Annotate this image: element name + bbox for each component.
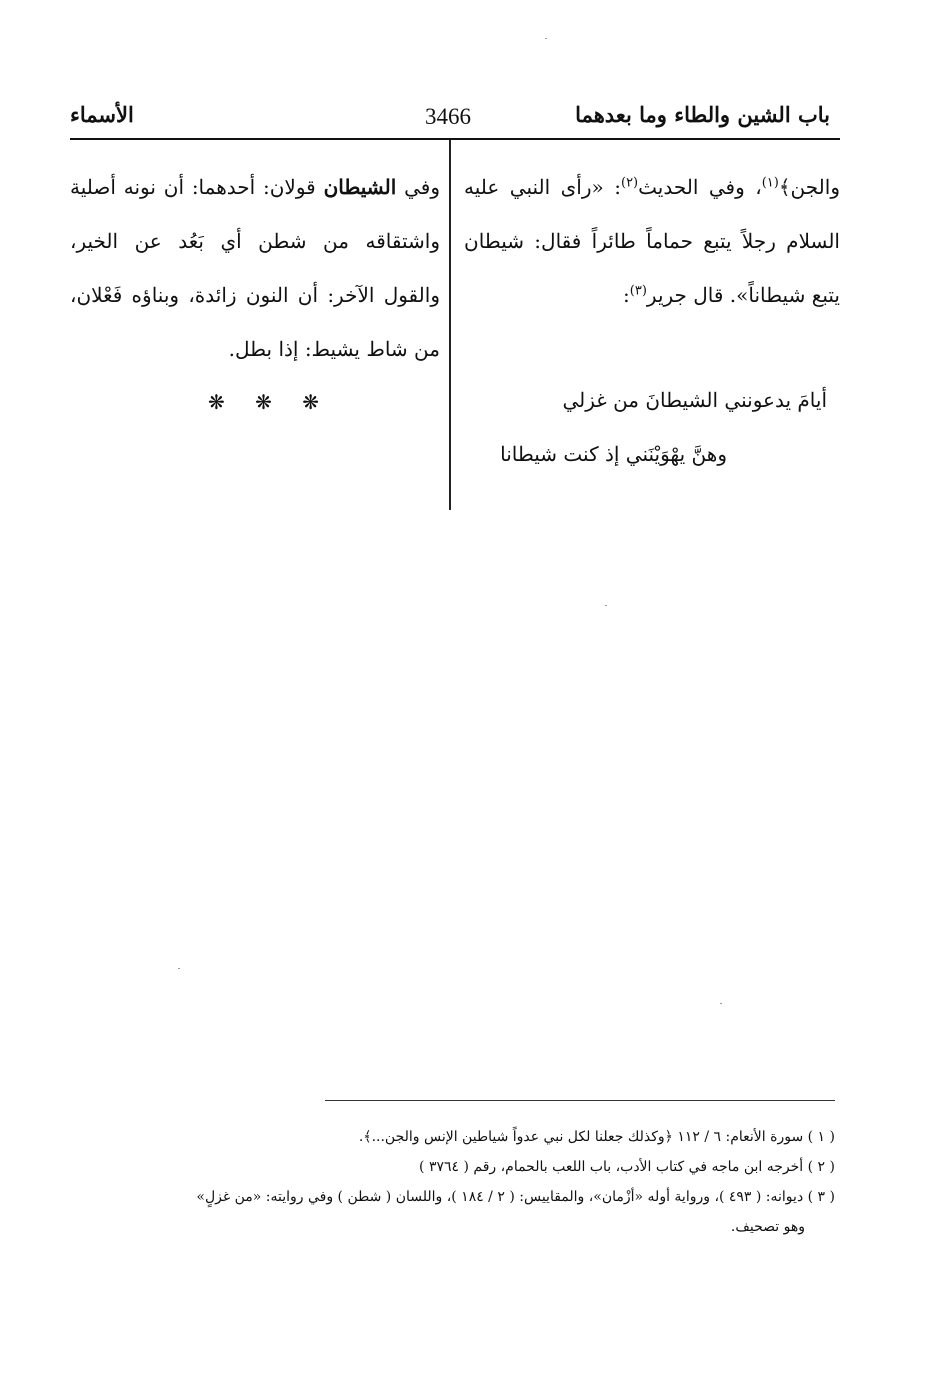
left-column [70, 160, 440, 376]
page-number: 3466 [425, 104, 471, 129]
scan-speck [720, 1003, 722, 1004]
left-text-1: وفي [404, 175, 440, 199]
header-rule [70, 138, 840, 140]
footnotes [95, 1122, 835, 1242]
footnote-ref-3: (٣) [629, 283, 647, 299]
verse-line-2: وهنَّ يهْوَيْنَني إذ كنت شيطانا [500, 442, 727, 466]
page-header [70, 100, 840, 136]
footnote-3: ( ٣ ) ديوانه: ( ٤٩٣ )، ورواية أوله «أزْمان»، والمقاييس: ( ٢ / ١٨٤ )، واللسان ( شطن ) وفي روايته: «من غزلٍ» [196, 1189, 835, 1205]
keyword-shaytan: الشيطان [323, 175, 397, 199]
column-divider [449, 140, 451, 510]
footnote-ref-1: (١) [761, 175, 779, 191]
footnote-1: ( ١ ) سورة الأنعام: ٦ / ١١٢ ﴿وكذلك جعلنا لكل نبي عدواً شياطين الإنس والجن...﴾. [358, 1129, 835, 1145]
paragraph-text-4: : [623, 283, 630, 307]
right-column-paragraph [464, 160, 840, 322]
footnote-2: ( ٢ ) أخرجه ابن ماجه في كتاب الأدب، باب اللعب بالحمام، رقم ( ٣٧٦٤ ) [419, 1159, 835, 1175]
section-separator-stars: ❋ ❋ ❋ [208, 390, 331, 414]
chapter-title: باب الشين والطاء وما بعدهما [575, 102, 830, 127]
verse-line-1: أيامَ يدعونني الشيطانَ من غزلي [562, 388, 827, 412]
left-text-2: قولان: أحدهما: أن نونه أصلية واشتقاقه من شطن أي بَعُد عن الخير، والقول الآخر: أن النون زائدة، وبناؤه فَعْلان، من شاط يشيط: إذا بطل. [70, 175, 440, 361]
paragraph-text-2: ، وفي الحديث [638, 175, 762, 199]
paragraph-text-3: : «رأى النبي عليه السلام رجلاً يتبع حماماً طائراً فقال: شيطان يتبع شيطاناً». قال جرير [464, 175, 840, 307]
footnote-ref-2: (٢) [620, 175, 639, 191]
footnote-3-continuation: وهو تصحيف. [730, 1219, 805, 1235]
section-title: الأسماء [70, 102, 134, 127]
scan-speck [605, 605, 607, 606]
paragraph-text-1: والجن﴾ [778, 175, 840, 199]
footnote-rule [325, 1100, 835, 1101]
right-column [464, 160, 840, 322]
left-column-paragraph [70, 160, 440, 376]
scan-speck [178, 968, 180, 969]
scan-speck [545, 38, 547, 39]
